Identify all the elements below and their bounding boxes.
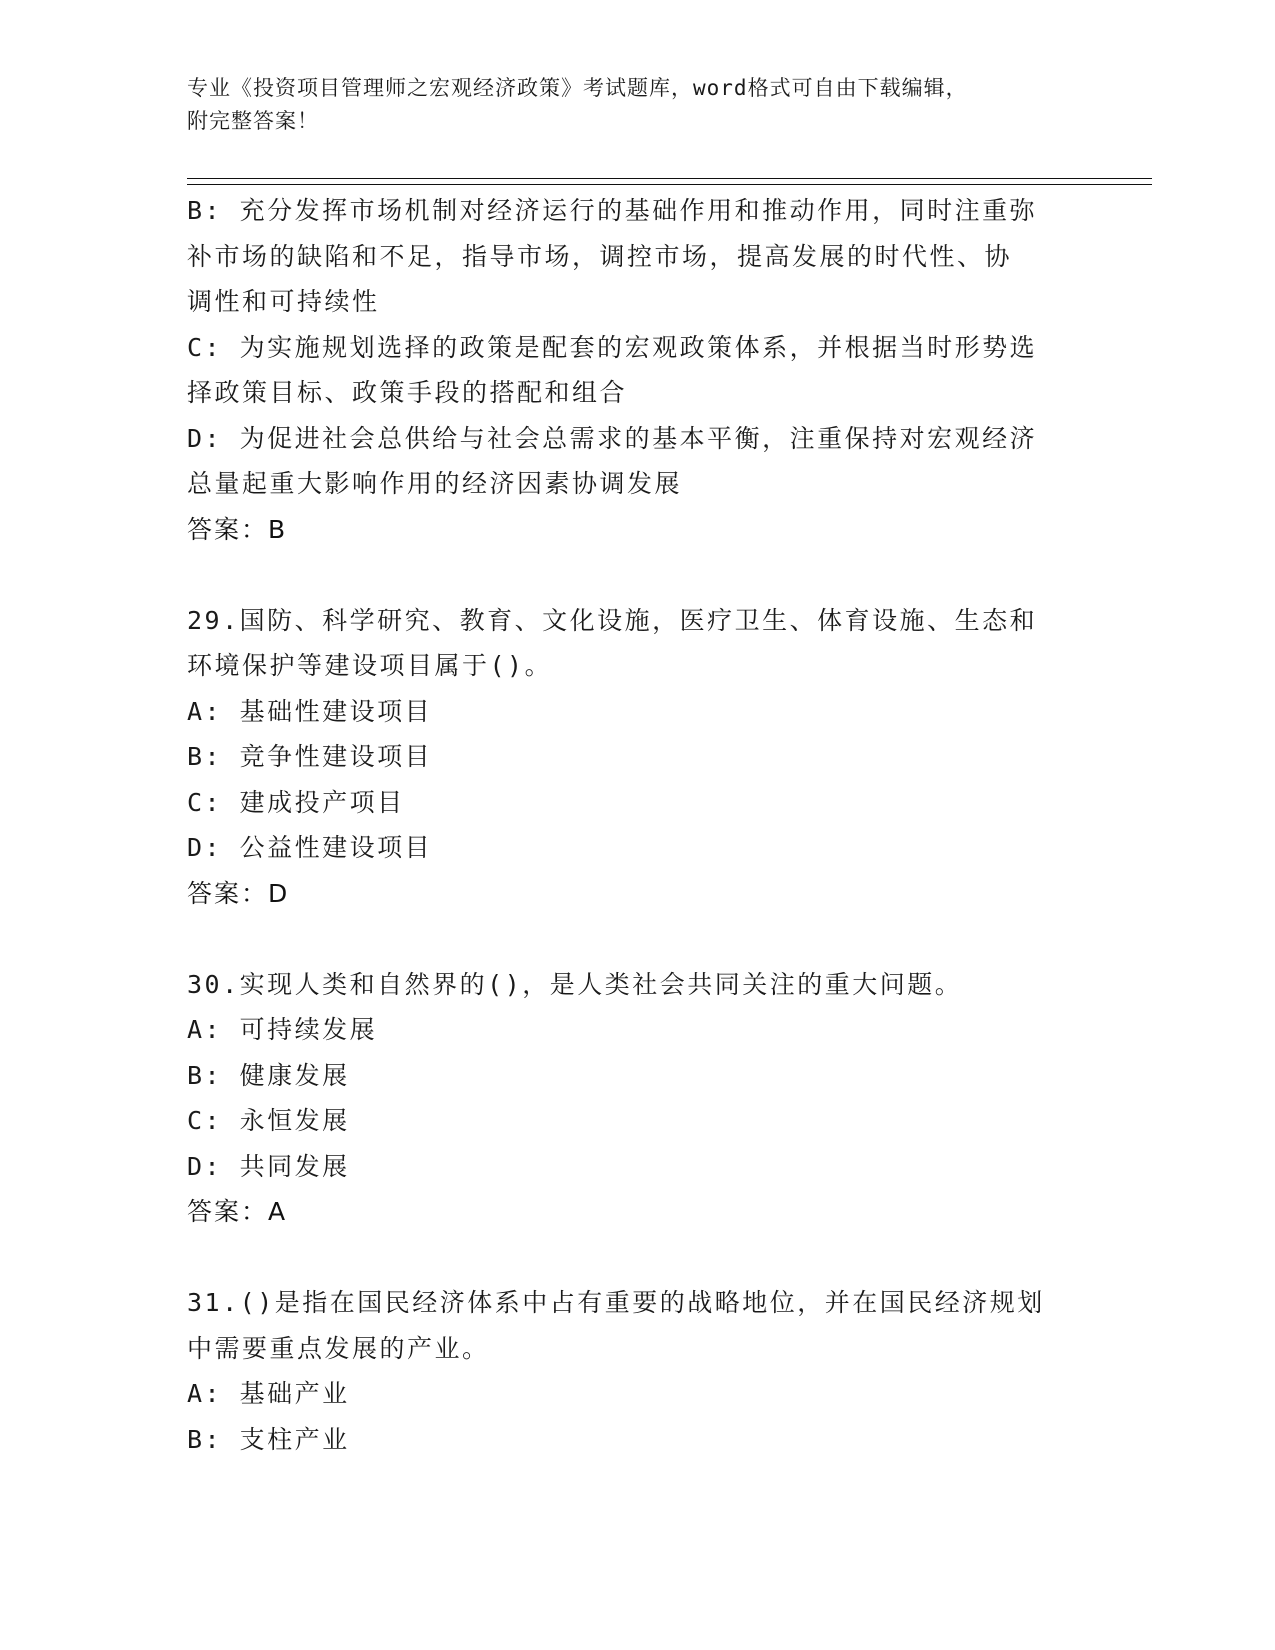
option-b-line: 调性和可持续性 bbox=[187, 287, 380, 316]
answer-label: 答案：D bbox=[187, 878, 290, 908]
page-header bbox=[187, 72, 1087, 138]
question-stem: 30.实现人类和自然界的()，是人类社会共同关注的重大问题。 bbox=[187, 969, 963, 999]
spacer bbox=[187, 916, 1087, 962]
option-b-line: B: 充分发挥市场机制对经济运行的基础作用和推动作用，同时注重弥 bbox=[187, 196, 1038, 225]
option-d-line: 总量起重大影响作用的经济因素协调发展 bbox=[187, 469, 683, 498]
question-stem: 中需要重点发展的产业。 bbox=[187, 1333, 490, 1363]
header-divider bbox=[187, 178, 1152, 185]
option-b-line: 补市场的缺陷和不足，指导市场，调控市场，提高发展的时代性、协 bbox=[187, 241, 1013, 271]
option-d: D: 共同发展 bbox=[187, 1151, 350, 1181]
option-d-line: D: 为促进社会总供给与社会总需求的基本平衡，注重保持对宏观经济 bbox=[187, 423, 1038, 453]
header-line-2: 附完整答案！ bbox=[187, 109, 319, 133]
option-c: C: 建成投产项目 bbox=[187, 787, 405, 817]
option-b: B: 健康发展 bbox=[187, 1060, 350, 1090]
question-31 bbox=[187, 1280, 1087, 1462]
option-b: B: 支柱产业 bbox=[187, 1424, 350, 1454]
option-d: D: 公益性建设项目 bbox=[187, 833, 433, 862]
spacer bbox=[187, 552, 1087, 598]
question-stem: 环境保护等建设项目属于()。 bbox=[187, 651, 553, 680]
option-c-line: C: 为实施规划选择的政策是配套的宏观政策体系，并根据当时形势选 bbox=[187, 332, 1038, 362]
question-30 bbox=[187, 962, 1087, 1235]
answer-label: 答案：A bbox=[187, 1197, 288, 1226]
option-c: C: 永恒发展 bbox=[187, 1106, 350, 1135]
question-content bbox=[187, 188, 1087, 1462]
answer-label: 答案：B bbox=[187, 514, 288, 544]
question-29 bbox=[187, 598, 1087, 917]
spacer bbox=[187, 1235, 1087, 1281]
option-a: A: 基础性建设项目 bbox=[187, 696, 433, 726]
question-stem: 29.国防、科学研究、教育、文化设施，医疗卫生、体育设施、生态和 bbox=[187, 605, 1038, 635]
question-28 bbox=[187, 188, 1087, 552]
option-c-line: 择政策目标、政策手段的搭配和组合 bbox=[187, 378, 628, 407]
option-b: B: 竞争性建设项目 bbox=[187, 742, 433, 771]
question-stem: 31.()是指在国民经济体系中占有重要的战略地位，并在国民经济规划 bbox=[187, 1288, 1045, 1317]
option-a: A: 可持续发展 bbox=[187, 1015, 378, 1044]
option-a: A: 基础产业 bbox=[187, 1379, 350, 1408]
header-line-1: 专业《投资项目管理师之宏观经济政策》考试题库，word格式可自由下载编辑， bbox=[187, 76, 968, 100]
